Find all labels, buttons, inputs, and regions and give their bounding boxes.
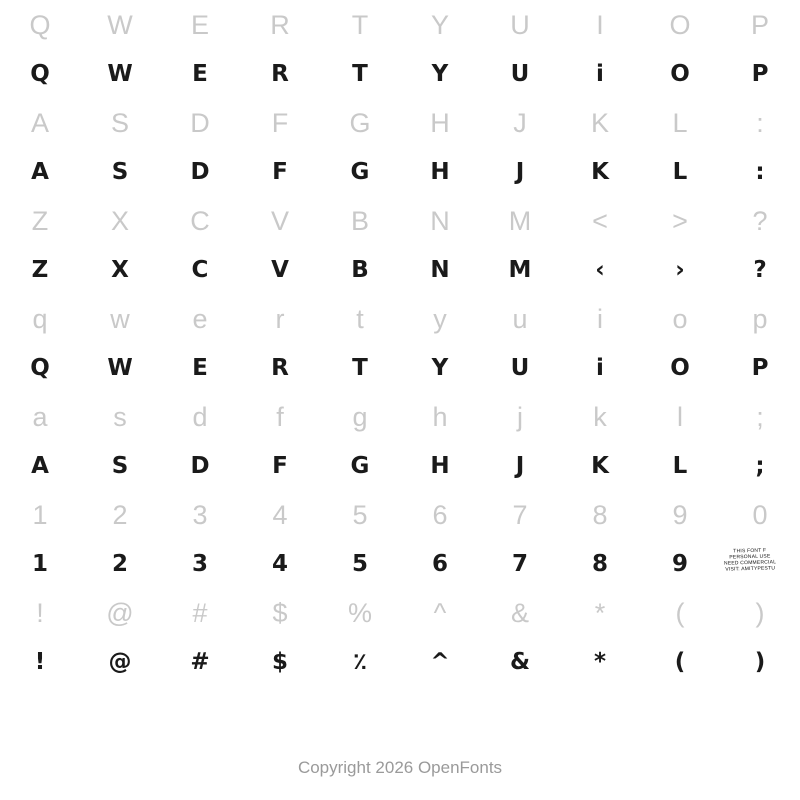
glyph-cell: Q	[29, 9, 51, 40]
glyph-cell: B	[351, 257, 369, 283]
glyph-row-reference	[0, 588, 800, 638]
glyph-cell: e	[192, 303, 208, 334]
glyph-cell: T	[351, 9, 369, 40]
glyph-cell: (	[675, 597, 685, 628]
glyph-cell: Z	[31, 205, 49, 236]
glyph-cell: w	[110, 303, 130, 334]
glyph-row-reference	[0, 490, 800, 540]
glyph-cell: 7	[511, 551, 528, 577]
glyph-cell: (	[674, 649, 686, 675]
glyph-cell: A	[31, 159, 49, 185]
glyph-cell: <	[592, 205, 608, 236]
license-watermark	[712, 547, 789, 573]
glyph-cell: B	[350, 205, 369, 236]
glyph-cell: G	[349, 107, 371, 138]
glyph-cell: )	[754, 649, 766, 675]
glyph-cell: t	[356, 303, 364, 334]
glyph-cell: %	[347, 597, 372, 628]
glyph-cell: !	[36, 597, 44, 628]
glyph-cell: >	[672, 205, 688, 236]
watermark-line-3: NEED COMMERCIAL	[723, 559, 777, 567]
glyph-cell: :	[755, 159, 765, 185]
glyph-cell: #	[192, 597, 208, 628]
glyph-cell: 0	[752, 499, 768, 530]
glyph-cell: D	[190, 107, 210, 138]
glyph-cell: K	[591, 453, 609, 479]
glyph-cell: R	[270, 9, 290, 40]
glyph-cell: K	[590, 107, 609, 138]
glyph-cell: Z	[31, 257, 49, 283]
glyph-cell: E	[190, 9, 209, 40]
glyph-cell: A	[31, 453, 49, 479]
glyph-cell: C	[191, 257, 209, 283]
glyph-cell: @	[106, 597, 134, 628]
glyph-cell: )	[755, 597, 765, 628]
glyph-cell: 5	[352, 499, 368, 530]
glyph-cell: O	[670, 61, 690, 87]
glyph-cell: H	[430, 107, 450, 138]
glyph-row-reference	[0, 0, 800, 50]
glyph-row-reference	[0, 98, 800, 148]
glyph-cell: H	[430, 159, 450, 185]
glyph-row-sample	[0, 50, 800, 98]
glyph-row-sample	[0, 638, 800, 686]
glyph-cell: 2	[111, 551, 128, 577]
glyph-row-reference	[0, 392, 800, 442]
glyph-cell: ?	[752, 205, 768, 236]
glyph-cell: P	[751, 355, 769, 381]
glyph-cell: W	[107, 61, 133, 87]
glyph-cell: i	[596, 61, 604, 87]
glyph-cell: S	[111, 159, 129, 185]
glyph-cell: K	[591, 159, 609, 185]
glyph-cell: 5	[351, 551, 368, 577]
glyph-row-sample	[0, 148, 800, 196]
glyph-cell: &	[510, 597, 529, 628]
glyph-cell: X	[110, 205, 129, 236]
glyph-cell: W	[107, 9, 133, 40]
glyph-cell: ^	[430, 649, 450, 675]
glyph-cell: Q	[30, 61, 50, 87]
glyph-cell: E	[192, 61, 208, 87]
glyph-cell: I	[596, 9, 604, 40]
glyph-cell: r	[275, 303, 285, 334]
glyph-cell: F	[272, 159, 288, 185]
glyph-cell: D	[190, 453, 210, 479]
glyph-cell: U	[510, 355, 530, 381]
glyph-cell: i	[596, 355, 604, 381]
glyph-cell: N	[430, 257, 450, 283]
glyph-cell: d	[192, 401, 208, 432]
glyph-cell: J	[515, 453, 525, 479]
glyph-cell: 6	[431, 551, 448, 577]
watermark-line-1: THIS FONT F	[733, 547, 767, 555]
glyph-cell: C	[190, 205, 210, 236]
glyph-cell: @	[108, 649, 132, 675]
glyph-cell: $	[271, 649, 288, 675]
glyph-cell: G	[350, 453, 370, 479]
glyph-row-reference	[0, 294, 800, 344]
glyph-cell: W	[107, 355, 133, 381]
glyph-cell: U	[510, 9, 530, 40]
glyph-cell: Q	[30, 355, 50, 381]
glyph-cell: 2	[112, 499, 128, 530]
glyph-cell: ;	[755, 453, 765, 479]
glyph-cell: 4	[272, 499, 288, 530]
glyph-cell: E	[192, 355, 208, 381]
glyph-cell: $	[272, 597, 288, 628]
glyph-cell: X	[111, 257, 129, 283]
glyph-row-sample	[0, 344, 800, 392]
glyph-cell: !	[34, 649, 46, 675]
glyph-cell: T	[352, 355, 368, 381]
glyph-cell: V	[271, 257, 289, 283]
glyph-cell: q	[32, 303, 48, 334]
glyph-cell: Y	[431, 355, 449, 381]
glyph-cell: U	[510, 61, 530, 87]
glyph-cell: ٪	[352, 649, 368, 675]
glyph-cell: O	[670, 355, 690, 381]
glyph-cell: A	[30, 107, 49, 138]
glyph-row-sample	[0, 442, 800, 490]
glyph-cell: l	[677, 401, 683, 432]
glyph-cell: H	[430, 453, 450, 479]
watermark-line-2: PERSONAL USE	[729, 553, 771, 561]
glyph-cell: F	[271, 107, 289, 138]
glyph-cell: a	[32, 401, 48, 432]
glyph-cell: o	[672, 303, 688, 334]
glyph-cell: y	[433, 303, 447, 334]
glyph-cell: P	[750, 9, 769, 40]
glyph-cell: M	[508, 257, 532, 283]
glyph-cell: G	[350, 159, 370, 185]
glyph-cell: P	[751, 61, 769, 87]
glyph-cell: s	[113, 401, 127, 432]
glyph-cell: :	[756, 107, 764, 138]
glyph-cell: 8	[591, 551, 608, 577]
glyph-cell: J	[513, 107, 527, 138]
glyph-cell: g	[352, 401, 368, 432]
glyph-cell: Y	[431, 61, 449, 87]
glyph-cell: h	[432, 401, 448, 432]
glyph-cell: f	[276, 401, 284, 432]
glyph-cell: N	[430, 205, 450, 236]
glyph-cell: #	[190, 649, 210, 675]
glyph-cell: R	[271, 355, 289, 381]
glyph-cell: M	[508, 205, 532, 236]
glyph-cell: 9	[671, 551, 688, 577]
glyph-cell: V	[270, 205, 289, 236]
glyph-cell: *	[594, 597, 606, 628]
glyph-cell: ›	[675, 257, 685, 283]
glyph-cell: 7	[512, 499, 528, 530]
glyph-cell: u	[512, 303, 528, 334]
glyph-cell: Y	[430, 9, 449, 40]
copyright-footer: Copyright 2026 OpenFonts	[297, 758, 503, 777]
glyph-row-reference	[0, 196, 800, 246]
glyph-cell: ‹	[595, 257, 605, 283]
glyph-cell: 6	[432, 499, 448, 530]
glyph-cell: 4	[271, 551, 288, 577]
glyph-cell: S	[111, 453, 129, 479]
glyph-cell: 9	[672, 499, 688, 530]
glyph-cell: &	[509, 649, 531, 675]
glyph-cell: L	[672, 453, 688, 479]
glyph-cell: 3	[191, 551, 208, 577]
glyph-row-sample	[0, 246, 800, 294]
glyph-cell: i	[597, 303, 603, 334]
glyph-cell: R	[271, 61, 289, 87]
glyph-cell: ?	[753, 257, 767, 283]
glyph-cell: k	[593, 401, 607, 432]
glyph-cell: F	[272, 453, 288, 479]
glyph-row-sample	[0, 540, 800, 588]
glyph-cell: p	[752, 303, 768, 334]
glyph-cell: 1	[32, 499, 48, 530]
glyph-cell: ^	[433, 597, 447, 628]
glyph-cell: ;	[756, 401, 764, 432]
glyph-cell: S	[110, 107, 129, 138]
glyph-cell: 8	[592, 499, 608, 530]
glyph-cell: j	[517, 401, 523, 432]
watermark-line-4: VISIT: AMITYPESTU	[725, 565, 776, 573]
glyph-cell: L	[672, 107, 688, 138]
glyph-cell: J	[515, 159, 525, 185]
glyph-cell: T	[352, 61, 368, 87]
glyph-cell: 3	[192, 499, 208, 530]
glyph-cell: L	[672, 159, 688, 185]
glyph-cell: O	[669, 9, 691, 40]
glyph-cell: 1	[31, 551, 48, 577]
glyph-cell: *	[593, 649, 607, 675]
glyph-cell: D	[190, 159, 210, 185]
